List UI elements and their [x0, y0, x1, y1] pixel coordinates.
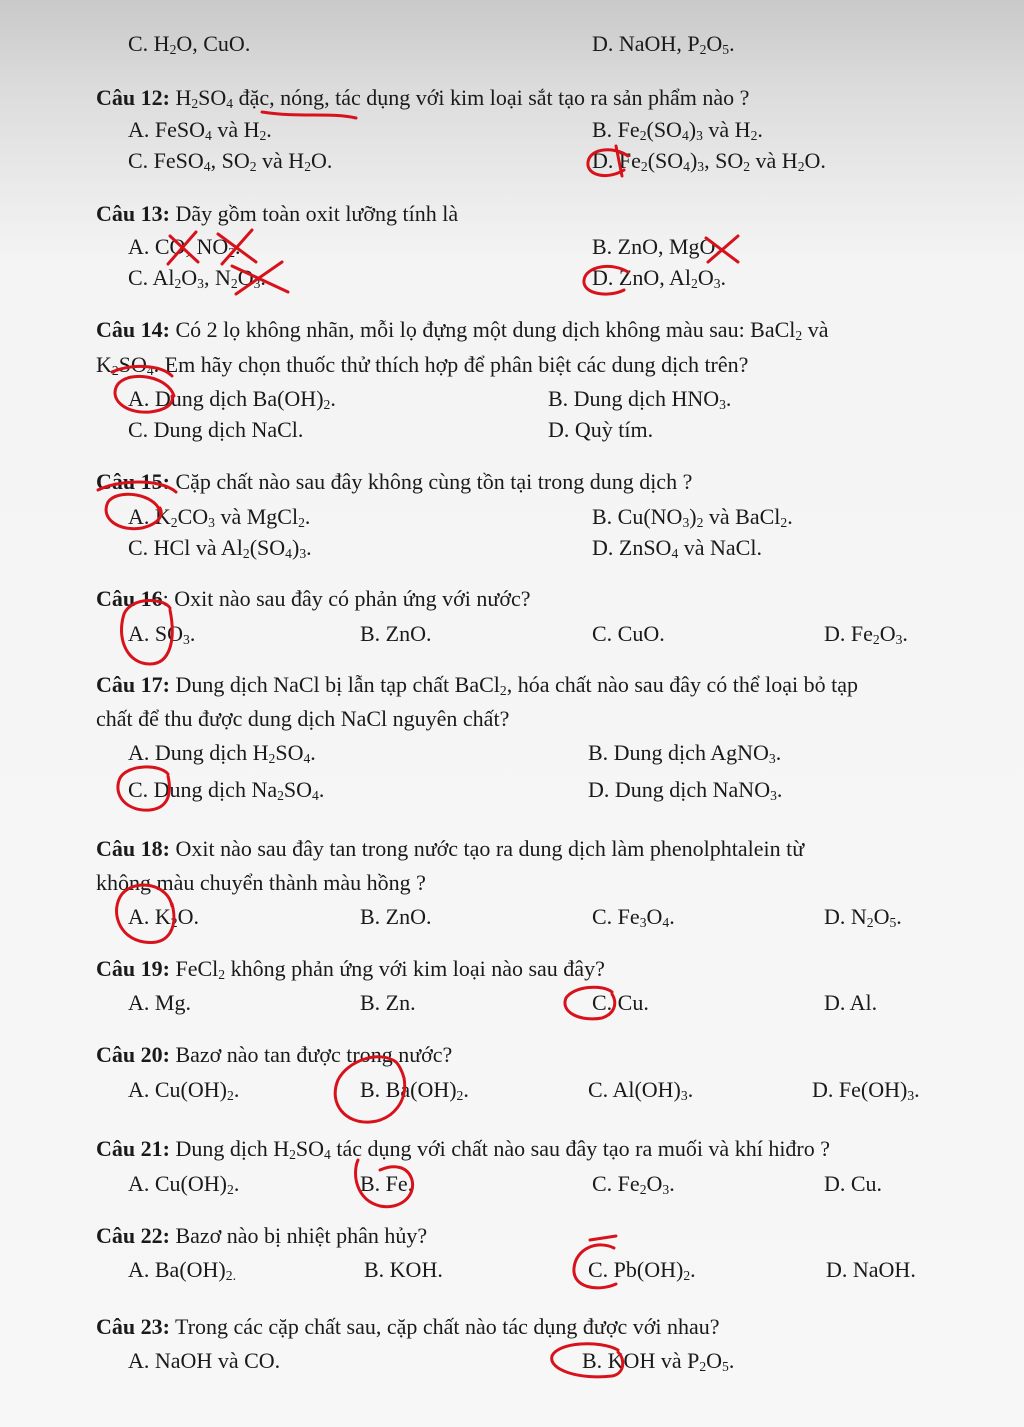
- q21-option-d: D. Cu.: [824, 1171, 883, 1196]
- q19-option-d: D. Al.: [824, 990, 878, 1015]
- q20-option-c: C. $Al(OH)_3$.: [588, 1077, 694, 1103]
- q15-option-d: D. ZnSO$_4$ và NaCl.: [592, 535, 762, 561]
- q22-option-a: A. $Ba(OH)_{2.}$: [128, 1257, 236, 1283]
- q17-option-b: B. Dung dịch AgNO$_3$.: [588, 740, 782, 766]
- q20-option-d: D. $Fe(OH)_3$.: [812, 1077, 920, 1103]
- q14-option-c: C. Dung dịch NaCl.: [128, 417, 304, 442]
- q14-option-b: B. Dung dịch $HNO_3$.: [548, 386, 732, 412]
- q16-option-c: C. CuO.: [592, 621, 665, 646]
- q18-option-d: D. $N_2O_5$.: [824, 904, 902, 930]
- q18-option-c: C. $Fe_3O_4$.: [592, 904, 675, 930]
- q15-option-a: A. $K_2CO_3$ và MgCl$_2$.: [128, 504, 311, 530]
- q17-stem-line1: Câu 17: Dung dịch NaCl bị lẫn tạp chất BaCl$_2$, hóa chất nào sau đây có thể loại bỏ tạp: [96, 672, 858, 698]
- q20-option-a: A. $Cu(OH)_2$.: [128, 1077, 240, 1103]
- q14-stem-line2: $K_2SO_4$. Em hãy chọn thuốc thử thích hợp để phân biệt các dung dịch trên?: [96, 352, 749, 378]
- q22-stem: Câu 22: Bazơ nào bị nhiệt phân hủy?: [96, 1223, 428, 1248]
- q17-option-c: C. Dung dịch $Na_2SO_4$.: [128, 777, 325, 803]
- q12-option-b: B. $Fe_2(SO_4)_3$ và $H_2$.: [592, 117, 763, 143]
- q18-option-a: A. $K_2O$.: [128, 904, 199, 930]
- q14-option-a: A. Dung dịch $Ba(OH)_2$.: [128, 386, 336, 412]
- q12-option-c: C. FeSO$_4$, $SO_2$ và $H_2O$.: [128, 148, 333, 174]
- q13-option-b: B. ZnO, MgO.: [592, 234, 721, 259]
- q18-stem-line2: không màu chuyển thành màu hồng ?: [96, 870, 426, 895]
- q18-option-b: B. ZnO.: [360, 904, 432, 929]
- q22-option-c: C. $Pb(OH)_2$.: [588, 1257, 696, 1283]
- q19-option-a: A. Mg.: [128, 990, 191, 1015]
- q16-option-d: D. $Fe_2O_3$.: [824, 621, 908, 647]
- q23-stem: Câu 23: Trong các cặp chất sau, cặp chất nào tác dụng được với nhau?: [96, 1314, 720, 1339]
- q22-option-d: D. NaOH.: [826, 1257, 916, 1282]
- q23-option-a: A. NaOH và CO.: [128, 1348, 281, 1373]
- q14-stem-line1: Câu 14: Có 2 lọ không nhãn, mỗi lọ đựng một dung dịch không màu sau: BaCl$_2$ và: [96, 317, 829, 343]
- q20-option-b: B. $Ba(OH)_2$.: [360, 1077, 469, 1103]
- q17-option-d: D. Dung dịch NaNO$_3$.: [588, 777, 783, 803]
- q16-option-b: B. ZnO.: [360, 621, 432, 646]
- q12-underline-mark: [262, 112, 356, 118]
- q13-option-c: C. $Al_2O_3$, $N_2O_3$.: [128, 265, 266, 291]
- q16-option-a: A. $SO_3$.: [128, 621, 196, 647]
- q20-stem: Câu 20: Bazơ nào tan được trong nước?: [96, 1042, 453, 1067]
- q22-option-b: B. KOH.: [364, 1257, 443, 1282]
- q15-stem: Câu 15: Cặp chất nào sau đây không cùng tồn tại trong dung dịch ?: [96, 469, 693, 494]
- q14-option-d: D. Quỳ tím.: [548, 417, 654, 442]
- q17-option-a: A. Dung dịch $H_2SO_4$.: [128, 740, 316, 766]
- q13-option-d: D. ZnO, $Al_2O_3$.: [592, 265, 727, 291]
- q15-option-b: B. $Cu(NO_3)_2$ và BaCl$_2$.: [592, 504, 793, 530]
- q21-option-c: C. $Fe_2O_3$.: [592, 1171, 675, 1197]
- q15-option-c: C. HCl và $Al_2(SO_4)_3$.: [128, 535, 312, 561]
- q19-stem: Câu 19: FeCl$_2$ không phản ứng với kim loại nào sau đây?: [96, 956, 605, 982]
- q13-stem: Câu 13: Dãy gồm toàn oxit lưỡng tính là: [96, 201, 459, 226]
- q21-option-a: A. $Cu(OH)_2$.: [128, 1171, 240, 1197]
- q12-option-a: A. FeSO$_4$ và $H_2$.: [128, 117, 272, 143]
- q16-stem: Câu 16: Oxit nào sau đây có phản ứng với nước?: [96, 586, 531, 611]
- q11-option-c: C. $H_2O$, CuO.: [128, 31, 251, 57]
- q21-stem: Câu 21: Dung dịch $H_2SO_4$ tác dụng với chất nào sau đây tạo ra muối và khí hiđro ?: [96, 1136, 831, 1162]
- q21-option-b: B. Fe.: [360, 1171, 414, 1196]
- q13-option-a: A. CO, $NO_2$.: [128, 234, 241, 260]
- q12-option-d: D. $Fe_2(SO_4)_3$, $SO_2$ và $H_2O$.: [592, 148, 826, 174]
- q11-option-d: D. NaOH, $P_2O_5$.: [592, 31, 735, 57]
- q19-option-b: B. Zn.: [360, 990, 416, 1015]
- q18-stem-line1: Câu 18: Oxit nào sau đây tan trong nước tạo ra dung dịch làm phenolphtalein từ: [96, 836, 805, 861]
- q23-option-b: B. KOH và $P_2O_5$.: [582, 1348, 735, 1374]
- q17-stem-line2: chất để thu được dung dịch NaCl nguyên chất?: [96, 706, 510, 731]
- q12-stem: Câu 12: $H_2SO_4$ đặc, nóng, tác dụng với kim loại sắt tạo ra sản phẩm nào ?: [96, 85, 750, 111]
- q19-option-c: C. Cu.: [592, 990, 649, 1015]
